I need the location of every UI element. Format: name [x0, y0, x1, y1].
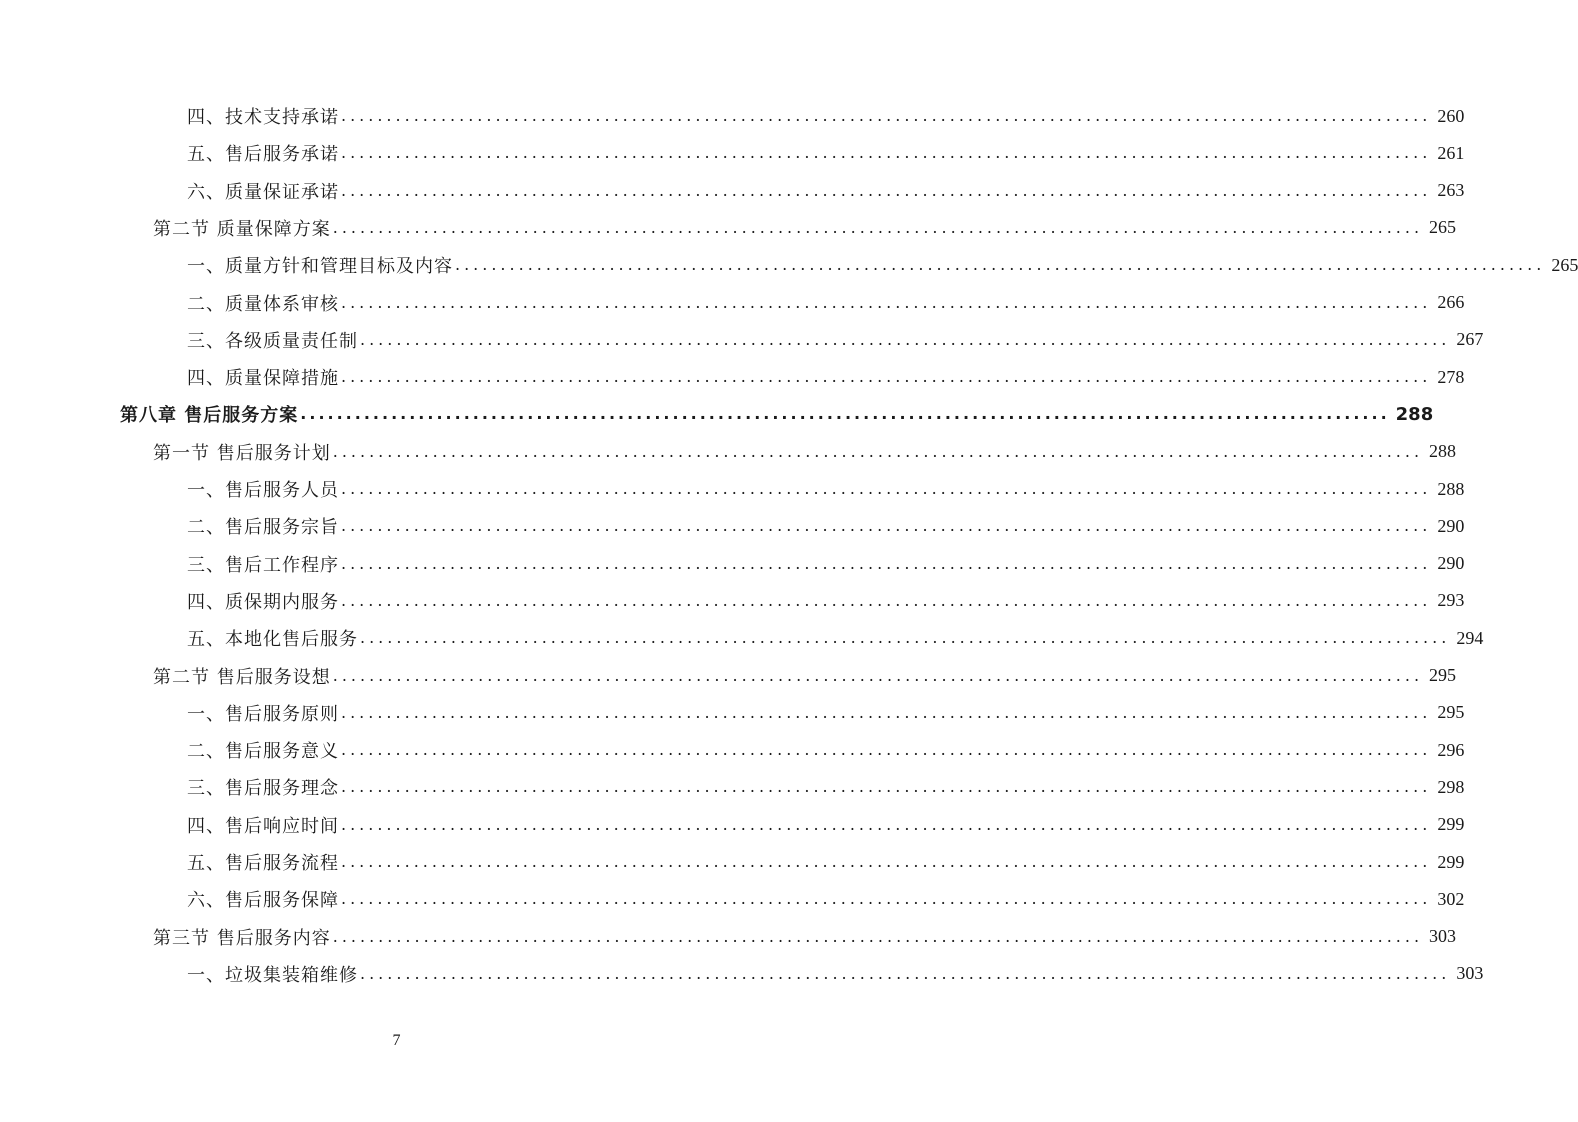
toc-entry-page: 267 [1456, 329, 1484, 350]
toc-entry-label: 第三节 售后服务内容 [153, 927, 331, 949]
toc-entry-chapter[interactable] [120, 399, 1434, 429]
toc-leader-dots: ........................................................................................................................ [341, 143, 1432, 163]
toc-entry-label: 第二节 质量保障方案 [153, 218, 331, 240]
toc-entry[interactable] [187, 847, 1465, 877]
toc-leader-dots: ........................................................................................................................ [455, 255, 1546, 275]
toc-leader-dots: ........................................................................................................................ [341, 516, 1432, 536]
toc-leader-dots: ........................................................................................................................ [360, 628, 1451, 648]
toc-entry[interactable] [187, 138, 1465, 168]
toc-leader-dots: ........................................................................................................................ [341, 814, 1432, 834]
toc-entry[interactable] [187, 623, 1484, 653]
toc-leader-dots: ........................................................................................................................ [341, 292, 1432, 312]
toc-entry[interactable] [153, 661, 1457, 691]
toc-leader-dots: ........................................................................................................................ [300, 404, 1390, 424]
toc-leader-dots: ........................................................................................................................ [332, 441, 1424, 461]
toc-entry[interactable] [153, 922, 1457, 952]
toc-entry[interactable] [153, 213, 1457, 243]
toc-entry[interactable] [187, 735, 1465, 765]
toc-entry-page: 278 [1437, 366, 1465, 387]
toc-entry-page: 299 [1437, 851, 1465, 872]
toc-leader-dots: ........................................................................................................................ [341, 852, 1432, 871]
toc-entry[interactable] [187, 772, 1465, 802]
toc-entry-label: 一、售后服务人员 [187, 480, 339, 501]
toc-leader-dots: ........................................................................................................................ [341, 180, 1432, 200]
toc-entry-label: 五、售后服务流程 [187, 853, 339, 874]
toc-leader-dots: ........................................................................................................................ [341, 367, 1432, 387]
toc-entry-label: 四、质保期内服务 [187, 591, 339, 613]
toc-entry-label: 第八章 售后服务方案 [120, 405, 299, 427]
toc-entry-label: 六、售后服务保障 [187, 890, 339, 912]
toc-leader-dots: ........................................................................................................................ [360, 963, 1451, 983]
toc-entry[interactable] [187, 288, 1465, 318]
toc-entry-label: 第一节 售后服务计划 [153, 442, 331, 464]
toc-entry-page: 302 [1437, 888, 1465, 909]
toc-entry-page: 288 [1395, 403, 1434, 425]
toc-entry-label: 四、技术支持承诺 [187, 107, 339, 128]
toc-entry[interactable] [187, 474, 1465, 504]
toc-entry-label: 四、质量保障措施 [187, 368, 339, 390]
toc-entry-page: 261 [1437, 142, 1465, 163]
toc-leader-dots: ........................................................................................................................ [341, 106, 1432, 125]
toc-leader-dots: ........................................................................................................................ [341, 553, 1432, 573]
toc-entry-label: 第二节 售后服务设想 [153, 666, 331, 688]
toc-entry-page: 293 [1437, 590, 1465, 611]
toc-entry[interactable] [187, 250, 1578, 280]
toc-leader-dots: ........................................................................................................................ [341, 702, 1432, 722]
toc-entry-page: 299 [1437, 814, 1465, 835]
toc-entry[interactable] [187, 810, 1465, 840]
toc-entry-label: 一、垃圾集装箱维修 [187, 964, 358, 986]
toc-entry-label: 四、售后响应时间 [187, 815, 339, 837]
toc-entry-page: 303 [1456, 963, 1484, 984]
toc-entry-page: 266 [1437, 292, 1465, 312]
toc-entry[interactable] [187, 586, 1465, 616]
toc-entry[interactable] [187, 325, 1484, 355]
toc-entry-page: 288 [1437, 478, 1465, 499]
toc-leader-dots: ........................................................................................................................ [332, 217, 1424, 237]
toc-entry-page: 265 [1429, 217, 1457, 238]
toc-entry[interactable] [187, 959, 1484, 989]
toc-leader-dots: ........................................................................................................................ [332, 926, 1424, 946]
toc-entry[interactable] [187, 511, 1465, 541]
toc-entry-page: 298 [1437, 776, 1465, 797]
toc-entry-label: 一、质量方针和管理目标及内容 [187, 256, 453, 278]
toc-entry-label: 六、质量保证承诺 [187, 181, 339, 203]
toc-leader-dots: ........................................................................................................................ [341, 777, 1432, 797]
toc-entry-page: 295 [1437, 702, 1465, 723]
toc-entry-page: 260 [1437, 105, 1465, 126]
toc-leader-dots: ........................................................................................................................ [341, 889, 1432, 909]
toc-leader-dots: ........................................................................................................................ [332, 665, 1424, 685]
toc-entry-page: 265 [1551, 254, 1578, 275]
toc-entry[interactable] [187, 362, 1465, 392]
toc-entry-label: 三、各级质量责任制 [187, 330, 358, 352]
toc-entry-label: 三、售后服务理念 [187, 778, 339, 800]
page-number: 7 [392, 1032, 401, 1049]
toc-entry-page: 294 [1456, 627, 1484, 648]
toc-entry-label: 五、本地化售后服务 [187, 629, 358, 651]
toc-entry-label: 五、售后服务承诺 [187, 144, 339, 166]
toc-entry-page: 288 [1429, 441, 1457, 462]
toc-entry-page: 263 [1437, 180, 1465, 201]
toc-entry[interactable] [187, 101, 1465, 131]
toc-entry-label: 二、售后服务宗旨 [187, 517, 339, 539]
toc-entry-label: 三、售后工作程序 [187, 554, 339, 576]
toc-entry-page: 303 [1429, 926, 1457, 947]
toc-entry[interactable] [187, 549, 1465, 579]
toc-entry-label: 二、质量体系审核 [187, 293, 339, 315]
toc-entry-page: 296 [1437, 739, 1465, 760]
toc-entry-page: 290 [1437, 553, 1465, 574]
toc-entry-label: 一、售后服务原则 [187, 703, 339, 725]
toc-leader-dots: ........................................................................................................................ [341, 740, 1432, 760]
toc-entry[interactable] [153, 437, 1457, 467]
toc-leader-dots: ........................................................................................................................ [341, 590, 1432, 610]
toc-entry[interactable] [187, 884, 1465, 914]
toc-entry-label: 二、售后服务意义 [187, 741, 339, 763]
toc-leader-dots: ........................................................................................................................ [360, 329, 1451, 349]
toc-entry[interactable] [187, 698, 1465, 728]
toc-entry-page: 295 [1429, 665, 1457, 685]
toc-leader-dots: ........................................................................................................................ [341, 479, 1432, 498]
toc-entry-page: 290 [1437, 515, 1465, 536]
toc-entry[interactable] [187, 176, 1465, 206]
